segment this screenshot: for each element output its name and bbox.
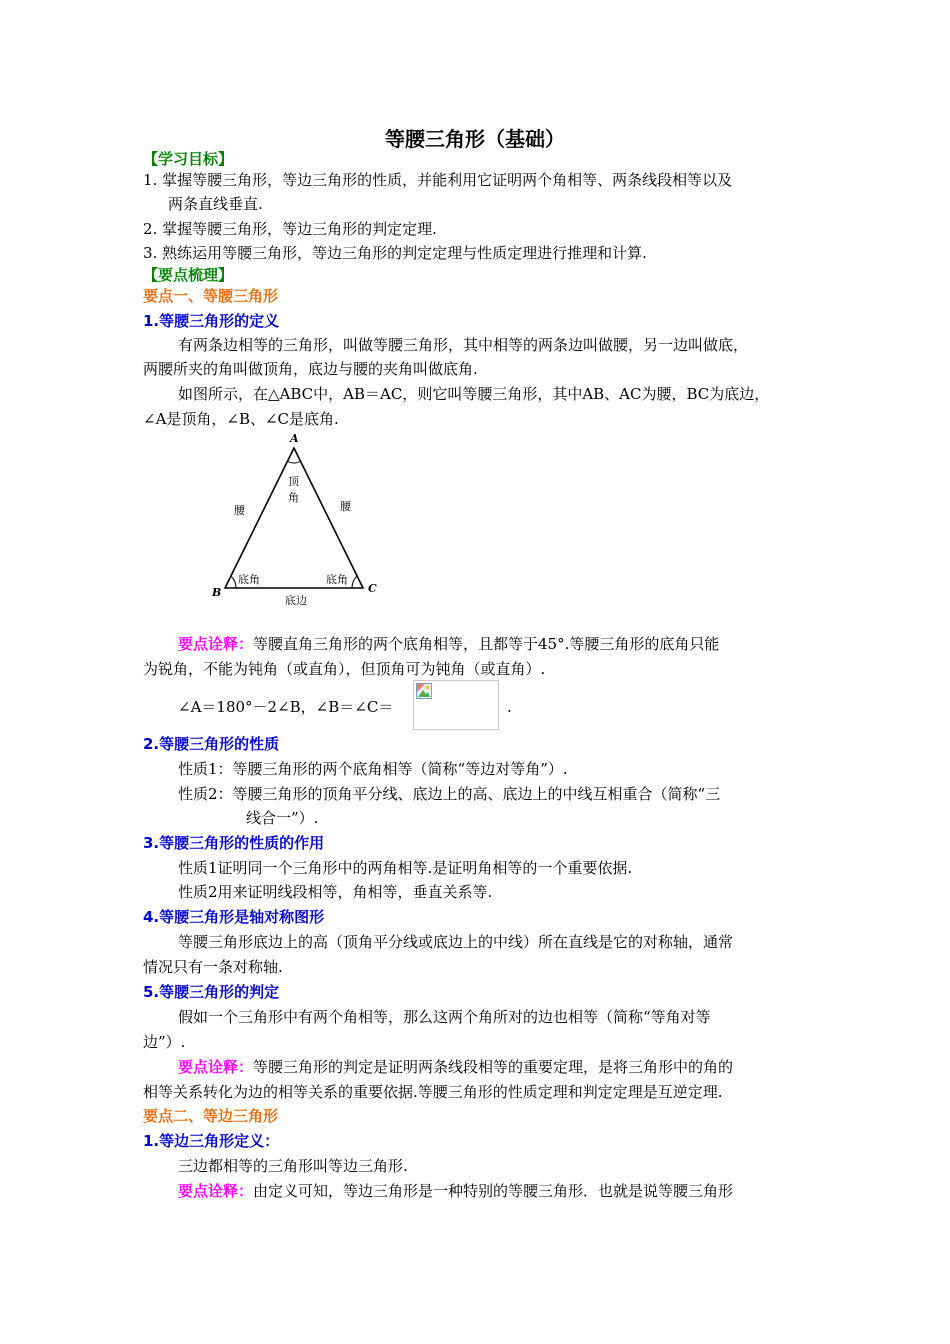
formula-image-placeholder [413, 680, 499, 730]
note1-line2: 为锐角，不能为钝角（或直角），但顶角可为钝角（或直角）. [143, 660, 546, 678]
s1-para2-line2: ∠A是顶角，∠B、∠C是底角. [143, 410, 339, 428]
note1-label: 要点诠释： [178, 635, 254, 653]
triangle-shape [225, 448, 363, 588]
apex-angle-arc [287, 461, 301, 463]
point2-note-line [178, 1181, 733, 1201]
base-label: 底边 [285, 594, 307, 607]
goal-item-1: 1. 掌握等腰三角形，等边三角形的性质，并能利用它证明两个角相等、两条线段相等以及 [143, 171, 733, 189]
isosceles-triangle-figure [200, 428, 390, 608]
s1-para1-line1: 有两条边相等的三角形，叫做等腰三角形，其中相等的两条边叫做腰，另一边叫做底， [178, 336, 749, 354]
note1-line1 [178, 634, 719, 654]
s1-para2-line1: 如图所示，在△ABC中，AB＝AC，则它叫等腰三角形，其中AB、AC为腰，BC为底边， [178, 385, 770, 403]
right-base-angle-label: 底角 [326, 573, 348, 586]
point2-section1-title: 1.等边三角形定义： [143, 1132, 280, 1150]
s4-para-line2: 情况只有一条对称轴. [143, 958, 283, 976]
point2-note-text: 由定义可知，等边三角形是一种特别的等腰三角形．也就是说等腰三角形 [253, 1182, 734, 1200]
apex-label-1: 顶 [288, 475, 299, 488]
broken-image-icon [416, 683, 432, 699]
section5-title: 5.等腰三角形的判定 [143, 983, 280, 1001]
right-angle-arc [352, 576, 357, 588]
note1-text-a: 等腰直角三角形的两个底角相等，且都等于45°.等腰三角形的底角只能 [253, 635, 720, 653]
left-angle-arc [231, 576, 236, 588]
angle-formula: ∠A＝180°－2∠B，∠B＝∠C＝ [178, 698, 394, 716]
vertex-b-label: B [212, 586, 222, 599]
vertex-c-label: C [368, 582, 377, 595]
goal-item-1-cont: 两条直线垂直. [168, 195, 263, 213]
section1-title: 1.等腰三角形的定义 [143, 312, 280, 330]
left-base-angle-label: 底角 [238, 573, 260, 586]
page-title: 等腰三角形（基础） [385, 127, 565, 151]
goals-heading: 【学习目标】 [143, 150, 234, 168]
formula-end: . [507, 698, 512, 716]
s4-para-line1: 等腰三角形底边上的高（顶角平分线或底边上的中线）所在直线是它的对称轴，通常 [178, 933, 734, 951]
s2-property1: 性质1：等腰三角形的两个底角相等（简称“等边对等角”）. [178, 760, 568, 778]
section4-title: 4.等腰三角形是轴对称图形 [143, 908, 325, 926]
s5-para-line1: 假如一个三角形中有两个角相等，那么这两个角所对的边也相等（简称“等角对等 [178, 1008, 711, 1026]
s5-note-text-a: 等腰三角形的判定是证明两条线段相等的重要定理，是将三角形中的角的 [253, 1058, 734, 1076]
goal-item-3: 3. 熟练运用等腰三角形，等边三角形的判定定理与性质定理进行推理和计算. [143, 244, 647, 262]
point2-para1: 三边都相等的三角形叫等边三角形. [178, 1157, 408, 1175]
section3-title: 3.等腰三角形的性质的作用 [143, 834, 325, 852]
s5-note-label: 要点诠释： [178, 1058, 254, 1076]
goal-item-2: 2. 掌握等腰三角形，等边三角形的判定定理. [143, 220, 437, 238]
outline-heading: 【要点梳理】 [143, 266, 234, 284]
s3-para1: 性质1证明同一个三角形中的两角相等.是证明角相等的一个重要依据. [178, 859, 633, 877]
left-leg-label: 腰 [234, 504, 245, 517]
s3-para2: 性质2用来证明线段相等，角相等，垂直关系等. [178, 883, 493, 901]
section2-title: 2.等腰三角形的性质 [143, 735, 280, 753]
s5-note-line1 [178, 1057, 733, 1077]
s2-property2-line2: 线合一”）. [246, 809, 319, 827]
s5-note-line2: 相等关系转化为边的相等关系的重要依据.等腰三角形的性质定理和判定定理是互逆定理. [143, 1083, 723, 1101]
s2-property2-line1: 性质2：等腰三角形的顶角平分线、底边上的高、底边上的中线互相重合（简称“三 [178, 785, 721, 803]
right-leg-label: 腰 [340, 500, 351, 513]
s5-para-line2: 边”）. [143, 1033, 186, 1051]
apex-label-2: 角 [288, 491, 299, 504]
point1-heading: 要点一、等腰三角形 [143, 287, 279, 305]
point2-heading: 要点二、等边三角形 [143, 1107, 279, 1125]
s1-para1-line2: 两腰所夹的角叫做顶角，底边与腰的夹角叫做底角. [143, 360, 478, 378]
point2-note-label: 要点诠释： [178, 1182, 254, 1200]
vertex-a-label: A [290, 432, 299, 445]
